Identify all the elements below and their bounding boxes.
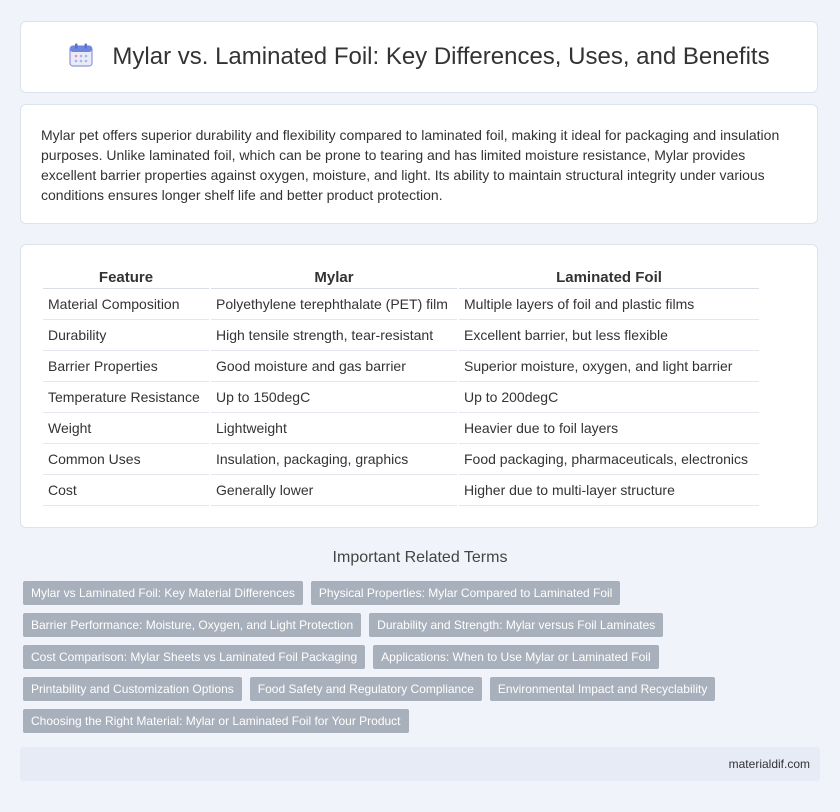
column-header-feature: Feature [43,265,209,289]
cell-laminated-foil: Excellent barrier, but less flexible [459,320,759,351]
tag-row [23,613,823,637]
table-row [43,413,759,444]
cell-feature: Barrier Properties [43,351,209,382]
table-row [43,289,759,320]
footer-domain[interactable]: materialdif.com [728,757,810,771]
related-term-tag[interactable]: Mylar vs Laminated Foil: Key Material Differences [23,581,303,605]
related-term-tag[interactable]: Printability and Customization Options [23,677,242,701]
column-header-laminated-foil: Laminated Foil [459,265,759,289]
tag-row [23,677,823,701]
related-terms-title: Important Related Terms [332,549,508,566]
related-term-tag[interactable]: Environmental Impact and Recyclability [490,677,715,701]
cell-laminated-foil: Superior moisture, oxygen, and light barrier [459,351,759,382]
cell-mylar: Lightweight [211,413,457,444]
cell-feature: Common Uses [43,444,209,475]
cell-laminated-foil: Heavier due to foil layers [459,413,759,444]
cell-laminated-foil: Higher due to multi-layer structure [459,475,759,506]
related-term-tag[interactable]: Choosing the Right Material: Mylar or Laminated Foil for Your Product [23,709,409,733]
cell-mylar: Generally lower [211,475,457,506]
cell-feature: Durability [43,320,209,351]
cell-feature: Temperature Resistance [43,382,209,413]
cell-feature: Weight [43,413,209,444]
table-row [43,444,759,475]
header-card [20,21,818,93]
cell-mylar: Up to 150degC [211,382,457,413]
cell-mylar: High tensile strength, tear-resistant [211,320,457,351]
cell-laminated-foil: Multiple layers of foil and plastic films [459,289,759,320]
table-row [43,382,759,413]
related-term-tag[interactable]: Food Safety and Regulatory Compliance [250,677,482,701]
related-term-tag[interactable]: Physical Properties: Mylar Compared to Laminated Foil [311,581,620,605]
cell-mylar: Good moisture and gas barrier [211,351,457,382]
table-row [43,320,759,351]
comparison-table [43,265,759,506]
tag-row [23,709,823,733]
related-term-tag[interactable]: Cost Comparison: Mylar Sheets vs Laminated Foil Packaging [23,645,365,669]
cell-laminated-foil: Food packaging, pharmaceuticals, electronics [459,444,759,475]
cell-feature: Cost [43,475,209,506]
related-term-tag[interactable]: Barrier Performance: Moisture, Oxygen, and Light Protection [23,613,361,637]
column-header-mylar: Mylar [211,265,457,289]
summary-text: Mylar pet offers superior durability and flexibility compared to laminated foil, making it ideal for packaging and insulation purposes. Unlike laminated foil, which can be prone to tearing and has limited moisture resistance, Mylar provides excellent barrier properties against oxygen, moisture, and light. Its ability to maintain structural integrity under various conditions ensures longer shelf life and better product protection. [41,127,780,203]
tag-row [23,645,823,669]
cell-mylar: Polyethylene terephthalate (PET) film [211,289,457,320]
table-row [43,351,759,382]
page-title: Mylar vs. Laminated Foil: Key Differences, Uses, and Benefits [112,43,770,70]
footer [20,747,820,781]
tag-row [23,581,823,605]
table-row [43,475,759,506]
summary-card [20,104,818,224]
cell-laminated-foil: Up to 200degC [459,382,759,413]
related-term-tag[interactable]: Applications: When to Use Mylar or Laminated Foil [373,645,658,669]
cell-mylar: Insulation, packaging, graphics [211,444,457,475]
related-term-tag[interactable]: Durability and Strength: Mylar versus Foil Laminates [369,613,663,637]
comparison-table-card [20,244,818,528]
calendar-icon [68,42,94,73]
related-terms-tags [23,581,823,741]
cell-feature: Material Composition [43,289,209,320]
table-header-row [43,265,759,289]
